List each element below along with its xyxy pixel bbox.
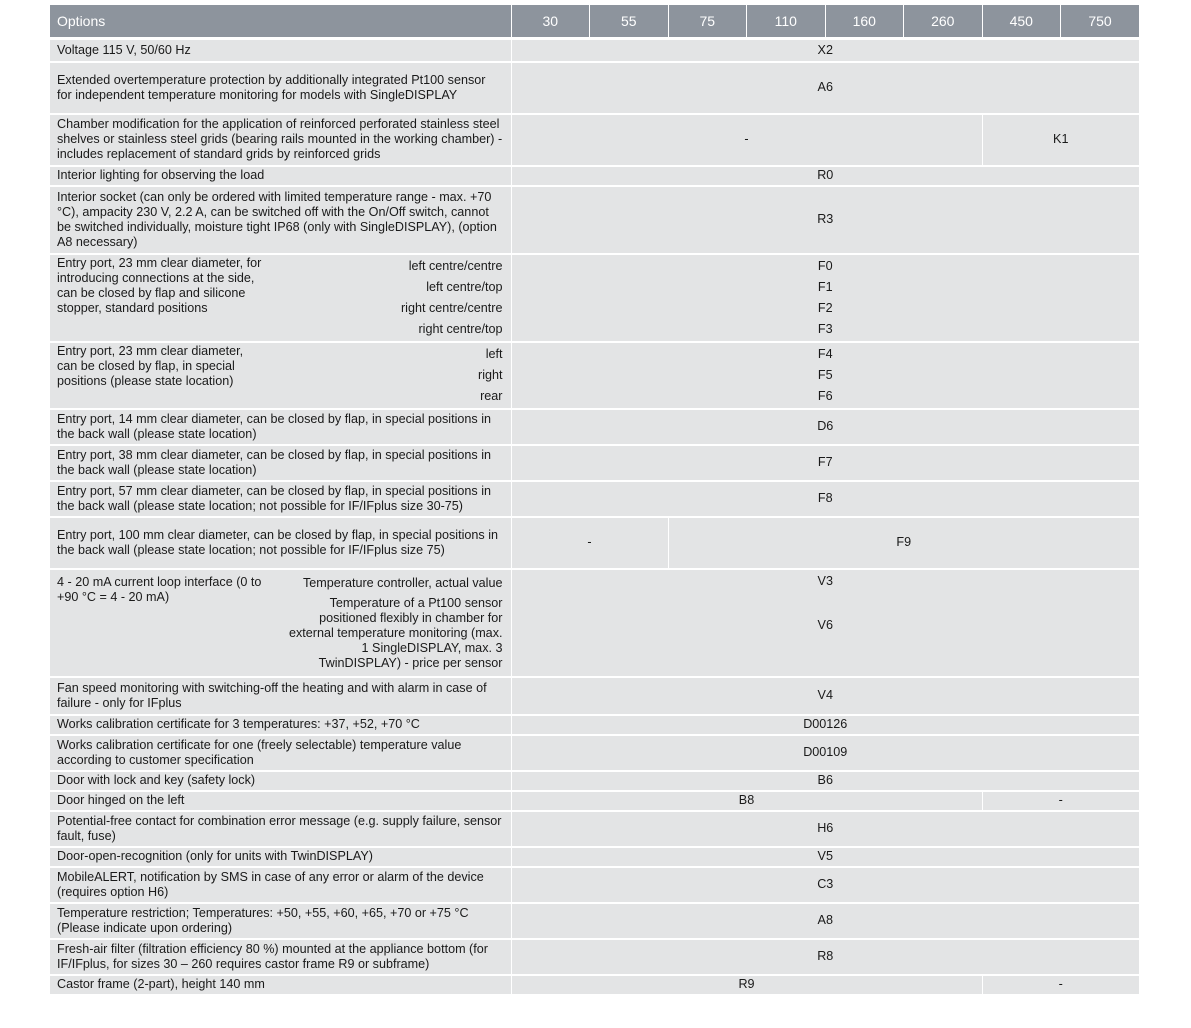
option-description: 4 - 20 mA current loop interface (0 to +90 °C = 4 - 20 mA) [57,574,262,604]
option-code: V5 [511,847,1139,867]
option-description: Interior socket (can only be ordered with limited temperature range - max. +70 °C), ampacity 230 V, 2.2 A, can be switched off with the On/Off switch, cannot be switched individually, moisture tight IP68 (only with SingleDISPLAY), (option A8 necessary) [50,186,511,254]
option-code: C3 [511,867,1139,903]
option-description: Works calibration certificate for 3 temperatures: +37, +52, +70 °C [50,715,511,735]
table-row [50,677,1139,715]
position-label: right [478,367,503,382]
option-code: V4 [511,677,1139,715]
table-row [50,811,1139,847]
option-description: Fan speed monitoring with switching-off the heating and with alarm in case of failure - only for IFplus [50,677,511,715]
interface-variant-label: Temperature of a Pt100 sensor positioned flexibly in chamber for external temperature monitoring (max. 1 SingleDISPLAY, max. 3 TwinDISPLAY) - price per sensor [289,595,503,670]
options-table [50,5,1139,994]
table-row [50,771,1139,791]
option-description: Entry port, 23 mm clear diameter, can be closed by flap, in special positions (please state location) [57,343,244,388]
options-table-wrapper [50,5,1139,994]
option-description: Entry port, 57 mm clear diameter, can be closed by flap, in special positions in the back wall (please state location; not possible for IF/IFplus size 30-75) [50,481,511,517]
table-row [50,867,1139,903]
option-code: F8 [511,481,1139,517]
table-row [50,481,1139,517]
position-label: left centre/top [426,279,503,294]
table-row [50,166,1139,186]
option-positions [401,256,503,340]
table-row [50,715,1139,735]
table-row [50,342,1139,409]
header-size-160: 160 [825,5,904,39]
option-codes [511,342,1139,409]
option-description: Interior lighting for observing the load [50,166,511,186]
header-options: Options [50,5,511,39]
option-code: V3 [817,573,833,588]
option-code: H6 [511,811,1139,847]
option-code: V6 [817,617,833,632]
option-codes [511,569,1139,677]
option-description: Extended overtemperature protection by additionally integrated Pt100 sensor for independent temperature monitoring for models with SingleDISPLAY [50,62,511,114]
option-code: D00109 [511,735,1139,771]
table-row [50,114,1139,166]
table-row [50,254,1139,342]
position-label: right centre/centre [400,300,503,315]
option-description: Voltage 115 V, 50/60 Hz [50,39,511,62]
option-description: Castor frame (2-part), height 140 mm [50,975,511,994]
header-size-110: 110 [747,5,826,39]
option-code: D00126 [511,715,1139,735]
option-description: Entry port, 23 mm clear diameter, for introducing connections at the side, can be closed by flap and silicone stopper, standard positions [57,255,262,315]
header-size-75: 75 [668,5,747,39]
option-positions [478,344,503,407]
table-row [50,39,1139,62]
option-code: F1 [817,279,833,294]
table-row [50,569,1139,677]
option-code: F9 [668,517,1139,569]
option-description-cell [50,569,511,677]
option-description: Chamber modification for the application of reinforced perforated stainless steel shelves or stainless steel grids (bearing rails mounted in the working chamber) - includes replacement of standard grids by reinforced grids [50,114,511,166]
table-row [50,62,1139,114]
option-code: R8 [511,939,1139,975]
option-code: F4 [817,346,833,361]
option-codes [511,254,1139,342]
position-label: right centre/top [418,321,503,336]
header-size-55: 55 [590,5,669,39]
option-code: B8 [511,791,982,811]
option-code: R0 [511,166,1139,186]
option-description: Works calibration certificate for one (freely selectable) temperature value according to customer specification [50,735,511,771]
option-positions [288,575,503,671]
option-code: F2 [817,300,833,315]
option-code: F5 [817,367,833,382]
table-row [50,791,1139,811]
table-row [50,409,1139,445]
option-description: Door with lock and key (safety lock) [50,771,511,791]
option-code: F3 [817,321,833,336]
table-row [50,847,1139,867]
option-code: B6 [511,771,1139,791]
option-code-not-available: - [982,975,1139,994]
option-code-not-available: - [511,517,668,569]
option-code: R9 [511,975,982,994]
option-code: F0 [817,258,833,273]
table-row [50,975,1139,994]
option-description-cell [50,342,511,409]
header-size-260: 260 [904,5,983,39]
header-size-750: 750 [1061,5,1140,39]
table-row [50,903,1139,939]
option-code: F7 [511,445,1139,481]
option-code: X2 [511,39,1139,62]
option-code-not-available: - [982,791,1139,811]
position-label: left [485,346,503,361]
option-code: F6 [817,388,833,403]
table-row [50,939,1139,975]
position-label: left centre/centre [408,258,503,273]
table-row [50,186,1139,254]
table-header-row [50,5,1139,39]
option-code-not-available: - [511,114,982,166]
option-description-cell [50,254,511,342]
header-size-450: 450 [982,5,1061,39]
option-code: A6 [511,62,1139,114]
table-row [50,445,1139,481]
option-code: K1 [982,114,1139,166]
option-description: Entry port, 38 mm clear diameter, can be closed by flap, in special positions in the back wall (please state location) [50,445,511,481]
option-description: Door hinged on the left [50,791,511,811]
option-description: Entry port, 14 mm clear diameter, can be closed by flap, in special positions in the back wall (please state location) [50,409,511,445]
option-description: Potential-free contact for combination error message (e.g. supply failure, sensor fault, fuse) [50,811,511,847]
table-row [50,735,1139,771]
option-description: Temperature restriction; Temperatures: +50, +55, +60, +65, +70 or +75 °C (Please indicate upon ordering) [50,903,511,939]
option-description: MobileALERT, notification by SMS in case of any error or alarm of the device (requires option H6) [50,867,511,903]
option-code: R3 [511,186,1139,254]
position-label: rear [480,388,503,403]
option-code: A8 [511,903,1139,939]
option-description: Fresh-air filter (filtration efficiency 80 %) mounted at the appliance bottom (for IF/IFplus, for sizes 30 – 260 requires castor frame R9 or subframe) [50,939,511,975]
interface-variant-label: Temperature controller, actual value [302,575,503,590]
table-row [50,517,1139,569]
header-size-30: 30 [511,5,590,39]
option-description: Entry port, 100 mm clear diameter, can be closed by flap, in special positions in the back wall (please state location; not possible for IF/IFplus size 75) [50,517,511,569]
option-description: Door-open-recognition (only for units with TwinDISPLAY) [50,847,511,867]
option-code: D6 [511,409,1139,445]
